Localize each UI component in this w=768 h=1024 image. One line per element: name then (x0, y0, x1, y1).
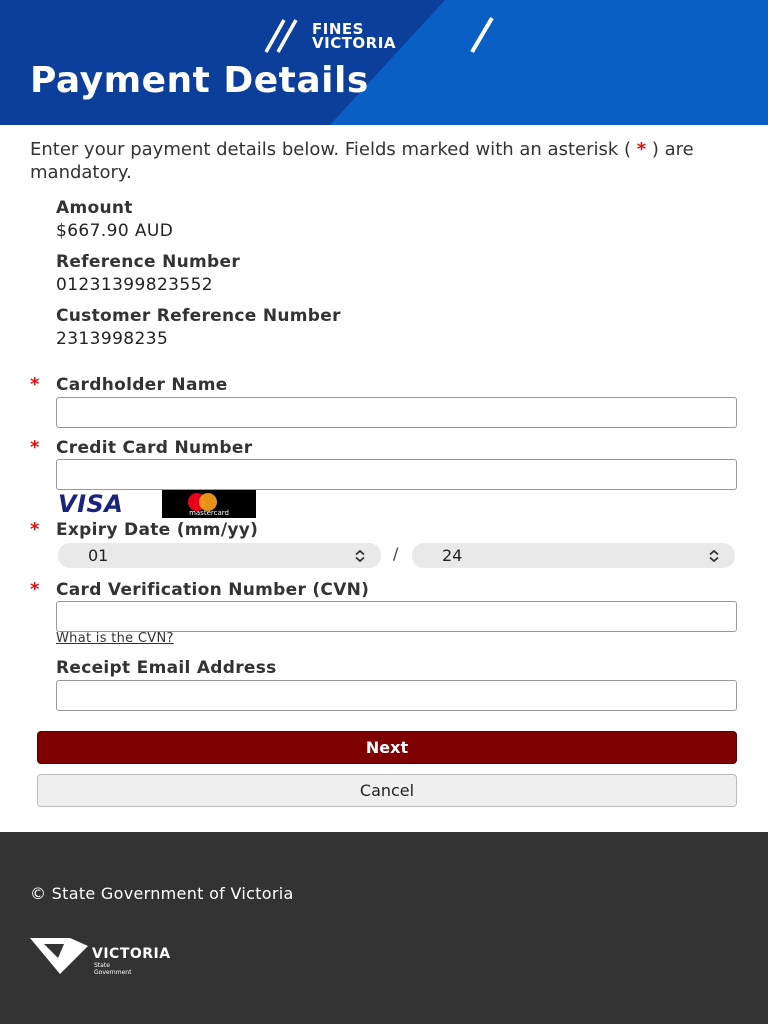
receipt-email-input[interactable] (56, 680, 737, 711)
next-button[interactable]: Next (37, 731, 737, 764)
visa-logo: VISA (58, 490, 124, 518)
mastercard-text: mastercard (189, 509, 229, 517)
victoria-logo (30, 936, 180, 976)
expiry-year-value: 24 (442, 546, 463, 565)
victoria-logo-sub1: State (94, 962, 110, 969)
expiry-separator: / (393, 544, 399, 563)
reference-value: 01231399823552 (56, 275, 214, 295)
reference-block (56, 252, 240, 295)
customer-ref-value: 2313998235 (56, 329, 169, 349)
amount-value: $667.90 AUD (56, 221, 174, 241)
required-asterisk: * (30, 374, 40, 395)
victoria-logo-sub (94, 962, 131, 976)
customer-ref-block (56, 306, 341, 349)
intro-asterisk: * (636, 139, 647, 160)
amount-block (56, 198, 173, 241)
what-is-cvn-link[interactable]: What is the CVN? (56, 631, 174, 646)
logo-line1: FINES (312, 20, 364, 38)
cvn-input[interactable] (56, 601, 737, 632)
card-number-label-text: Credit Card Number (56, 438, 253, 458)
victoria-logo-text: VICTORIA (92, 946, 171, 962)
page-footer (0, 832, 768, 1024)
amount-label: Amount (56, 198, 133, 218)
expiry-month-value: 01 (88, 546, 109, 565)
logo-slash-right-icon (462, 16, 512, 56)
intro-text-after: ) are mandatory. (30, 139, 694, 183)
reference-label: Reference Number (56, 252, 241, 272)
expiry-year-select[interactable] (412, 543, 735, 568)
logo-slashes-icon (262, 16, 312, 56)
required-asterisk: * (30, 437, 40, 458)
mastercard-logo (162, 490, 256, 518)
select-arrows-icon (353, 543, 367, 568)
page-title: Payment Details (30, 60, 369, 101)
required-asterisk: * (30, 579, 40, 600)
email-label (30, 658, 277, 678)
expiry-label (30, 519, 258, 540)
card-number-input[interactable] (56, 459, 737, 490)
expiry-month-select[interactable] (58, 543, 381, 568)
cardholder-label (30, 374, 228, 395)
page-header (0, 0, 768, 125)
logo-line2: VICTORIA (312, 34, 396, 52)
cancel-button[interactable]: Cancel (37, 774, 737, 807)
required-asterisk: * (30, 519, 40, 540)
expiry-label-text: Expiry Date (mm/yy) (56, 520, 259, 540)
customer-ref-label: Customer Reference Number (56, 306, 341, 326)
cardholder-name-input[interactable] (56, 397, 737, 428)
select-arrows-icon (707, 543, 721, 568)
victoria-map-icon (30, 936, 100, 976)
email-label-text: Receipt Email Address (56, 658, 277, 678)
cvn-label-text: Card Verification Number (CVN) (56, 580, 370, 600)
cardholder-label-text: Cardholder Name (56, 375, 228, 395)
copyright-text: © State Government of Victoria (30, 884, 294, 903)
intro-text (30, 138, 740, 184)
cvn-label (30, 579, 369, 600)
intro-text-before: Enter your payment details below. Fields marked with an asterisk ( (30, 139, 637, 160)
fines-victoria-logo (312, 22, 396, 50)
victoria-logo-sub2: Government (94, 969, 132, 976)
card-number-label (30, 437, 252, 458)
card-brand-logos (58, 490, 258, 518)
